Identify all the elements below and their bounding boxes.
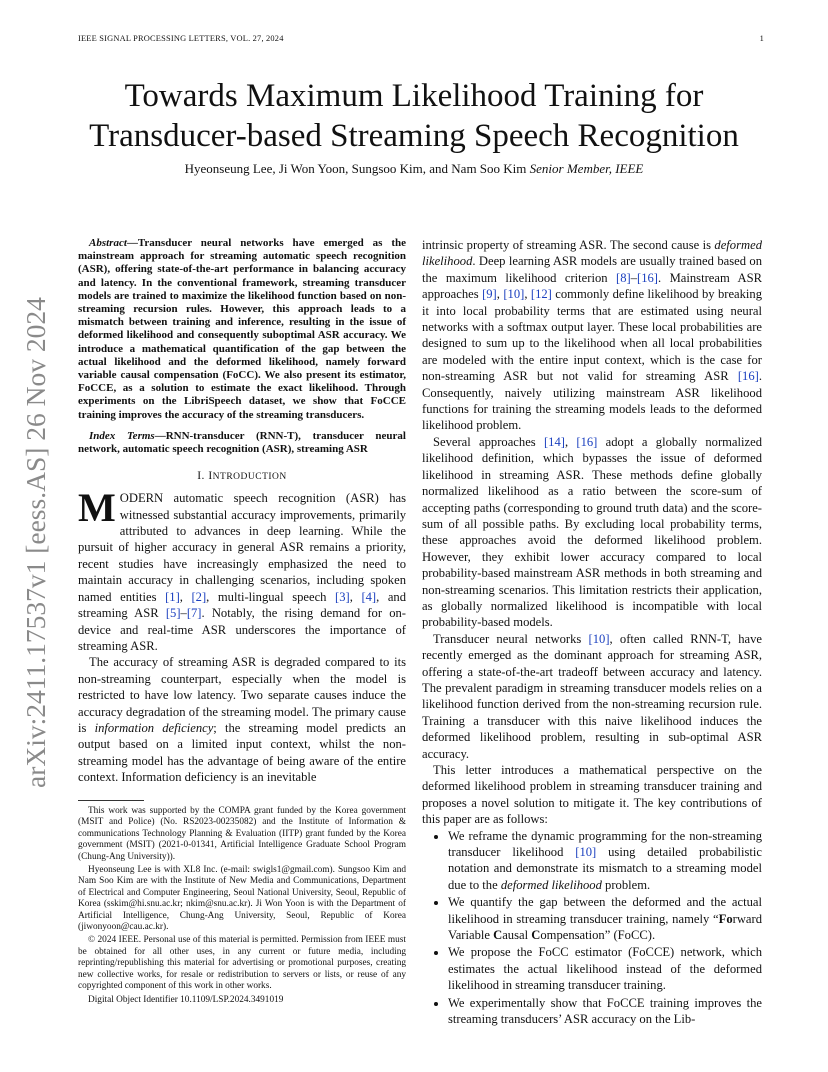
emphasis-deformed-likelihood: deformed likelihood: [422, 238, 762, 269]
index-terms: [78, 430, 406, 456]
emphasis-information-deficiency: information deficiency: [94, 720, 214, 735]
title-line-1: Towards Maximum Likelihood Training for: [124, 78, 704, 114]
citation-link[interactable]: [2]: [191, 589, 207, 604]
index-terms-text: —RNN-transducer (RNN-T), transducer neural network, automatic speech recognition (ASR), streaming ASR: [78, 429, 406, 456]
emphasis-deformed-likelihood: deformed likelihood: [500, 877, 602, 892]
index-terms-label: Index Terms: [89, 429, 155, 442]
author-names: Hyeonseung Lee, Ji Won Yoon, Sungsoo Kim, and Nam Soo Kim: [184, 161, 527, 176]
footnotes: [78, 806, 406, 1008]
range-dash: –: [630, 270, 637, 285]
footnote-copyright: © 2024 IEEE. Personal use of this material is permitted. Permission from IEEE must be obtained for all other uses, in any current or future media, including reprinting/republishing this material for advertising or promotional purposes, creating new collective works, for resale or redistribution to servers or lists, or reuse of any copyrighted component of this work in other works.: [78, 935, 406, 992]
right-p1-text-e: . Consequently, naively utilizing mainstream ASR likelihood functions for training the streaming models leads to the deformed likelihood problem.: [422, 369, 762, 433]
bold-letters: C: [493, 928, 503, 943]
intro-paragraph-2: [78, 654, 406, 785]
citation-link[interactable]: [5]: [165, 606, 181, 621]
abstract-text: —Transducer neural networks have emerged as the mainstream approach for streaming automatic speech recognition (ASR), offering state-of-the-art performance in balancing accuracy and latency. In the conventional framework, streaming transducer models are trained to maximize the likelihood function based on non-streaming recursion rules. However, this approach leads to a mismatch between training and inference, resulting in the issue of deformed likelihood and consequently suboptimal ASR accuracy. We introduce a mathematical quantification of the gap between the actual likelihood and the deformed likelihood, namely forward variable causal compensation (FoCC). We also present its estimator, FoCCE, as a solution to estimate the exact likelihood. Through experiments on the LibriSpeech dataset, we show that FoCCE training improves the accuracy of the streaming transducers.: [78, 237, 406, 421]
right-p3-text-b: , often called RNN-T, have recently emerged as the dominant approach for streaming ASR, offering a state-of-the-art tradeoff between accuracy and latency. The prevalent paradigm in streaming transducer models relies on a likelihood function derived from the non-streaming recursion rule. Training a transducer with this naive likelihood induces the deformed likelihood problem, resulting in sub-optimal ASR accuracy.: [422, 631, 762, 761]
author-list: [60, 161, 768, 177]
list-item: [448, 828, 762, 894]
journal-name: IEEE SIGNAL PROCESSING LETTERS, VOL. 27, 2024: [78, 34, 284, 43]
citation-link[interactable]: [16]: [576, 434, 598, 449]
right-paragraph-3: [422, 631, 762, 762]
running-head: [78, 34, 764, 43]
intro-lead-word: ODERN: [119, 491, 164, 506]
left-column: [78, 237, 406, 786]
right-p1-text-a: intrinsic property of streaming ASR. The second cause is: [422, 238, 715, 252]
intro-p1-text-d: . Notably, the rising demand for on-device and real-time ASR underscores the importance of streaming ASR.: [78, 606, 407, 653]
citation-link[interactable]: [7]: [186, 606, 202, 621]
list-item: • We experimentally show that FoCCE training improves the streaming transducers’ ASR accuracy on the Lib-: [448, 995, 762, 1028]
section-heading-introduction: [78, 470, 406, 482]
citation-link[interactable]: [4]: [361, 589, 377, 604]
contribution-2-text-b: rward Variable: [448, 911, 762, 943]
paper-title: [60, 76, 768, 156]
contribution-1-text-a: We reframe the dynamic programming for the non-streaming transducer likelihood: [448, 828, 762, 860]
footnote-funding: This work was supported by the COMPA grant funded by the Korea government (MSIT and Police) (No. RS2023-00235082) and the Institute of Information & communications Technology Planning & Evaluation (IITP) grant funded by the Korea government (MSIT) (2021-0-01341, Artificial Intelligence Graduate School Program (Chung-Ang University)).: [78, 806, 406, 862]
right-p1-text-b: . Deep learning ASR models are usually trained based on the maximum likelihood criterion: [422, 254, 762, 285]
separator: ,: [496, 287, 504, 302]
citation-link[interactable]: [1]: [165, 589, 180, 604]
right-p2-text-b: adopt a globally normalized likelihood definition, which bypasses the issue of deformed likelihood in streaming ASR. These methods define globally normalized likelihood as a ratio between the score-sum of accepting paths (corresponding to ground truth data) and the score-sum of all possible paths. By excluding local probability terms, these approaches avoid the deformed likelihood problem. However, they exhibit lower accuracy compared to local probability-based mainstream ASR methods in both streaming and non-streaming scenarios. This limitation restricts their application, as globally normalized likelihood is incompatible with local probability-based models.: [422, 434, 762, 630]
right-column: [422, 237, 762, 1029]
right-p3-text-a: Transducer neural networks: [433, 631, 589, 646]
list-item: • We propose the FoCC estimator (FoCCE) network, which estimates the actual likelihood instead of the deformed likelihood in streaming transducer training.: [448, 944, 762, 993]
contributions-list: [422, 828, 762, 1028]
citation-link[interactable]: [10]: [588, 631, 610, 646]
right-p2-text-a: Several approaches: [433, 434, 544, 449]
section-first-letter: I: [208, 470, 213, 483]
abstract-label: Abstract: [89, 237, 127, 249]
separator: ,: [564, 434, 577, 449]
author-membership: Senior Member, IEEE: [529, 161, 644, 176]
separator: ,: [524, 287, 531, 302]
title-line-2: Transducer-based Streaming Speech Recognition: [89, 118, 739, 154]
citation-link[interactable]: [10]: [503, 287, 525, 302]
page-number: 1: [759, 34, 764, 43]
range-dash: –: [180, 606, 187, 621]
contribution-2-text-c: ausal: [502, 928, 532, 943]
drop-cap: M: [78, 485, 116, 531]
right-paragraph-2: [422, 434, 762, 631]
bold-letters: Fo: [718, 911, 733, 926]
bold-letters: C: [531, 928, 541, 943]
citation-link[interactable]: [9]: [482, 287, 497, 302]
right-p1-text-d: commonly define likelihood by breaking it into local probability terms that are estimated using neural networks with a softmax output layer. These local probabilities are designed to sum up to the likelihood when all local probabilities are modeled with the entire input context, which is the case for non-streaming ASR but not valid for streaming ASR: [422, 287, 763, 384]
arxiv-identifier-stamp[interactable]: arXiv:2411.17537v1 [eess.AS] 26 Nov 2024: [20, 297, 51, 788]
contribution-2-text-d: ompensation” (FoCC).: [540, 928, 656, 943]
citation-link[interactable]: [16]: [737, 369, 759, 384]
right-p1-text-c: . Mainstream ASR approaches: [422, 270, 763, 302]
section-numeral: I.: [197, 470, 205, 483]
footnote-affiliations: Hyeonseung Lee is with XL8 Inc. (e-mail: swigls1@gmail.com). Sungsoo Kim and Nam Soo Kim are with the Institute of New Media and Communications, Department of Electrical and Computer Engineering, Seoul National University, Seoul, Republic of Korea (sskim@hi.snu.ac.kr; nkim@snu.ac.kr). Ji Won Yoon is with the Department of Artificial Intelligence, Chung-Ang University, Seoul, Republic of Korea (jiwonyoon@cau.ac.kr).: [78, 865, 406, 933]
citation-link[interactable]: [10]: [575, 845, 597, 860]
contribution-2-text-a: We quantify the gap between the deformed and the actual likelihood in streaming transducer training, namely “: [448, 895, 762, 926]
intro-p1-text-a: automatic speech recognition (ASR) has witnessed substantial accuracy improvements, primarily attributed to advances in deep learning. While the pursuit of higher accuracy in general ASR remains a priority, recent studies have increasingly emphasized the need to maintain accuracy in challenging scenarios, including spoken named entities: [78, 491, 406, 604]
separator: ,: [349, 589, 362, 604]
footnote-doi[interactable]: Digital Object Identifier 10.1109/LSP.2024.3491019: [88, 994, 284, 1005]
contribution-1-text-c: problem.: [601, 877, 651, 892]
intro-p2-text-a: The accuracy of streaming ASR is degraded compared to its non-streaming counterpart, especially when the model is restricted to have low latency. Two separate causes induce the accuracy degradation of the streaming model. The primary cause is: [78, 655, 406, 735]
intro-p2-text-b: ; the streaming model predicts an output based on a limited input context, whilst the non-streaming model has the advantage of being aware of the entire context. Information deficiency is an inevitable: [78, 720, 406, 785]
citation-link[interactable]: [3]: [335, 589, 350, 604]
intro-paragraph-1: [78, 485, 407, 654]
footnote-divider: [78, 800, 144, 801]
intro-p1-text-c: , and streaming ASR: [78, 589, 407, 621]
citation-link[interactable]: [14]: [543, 434, 565, 449]
contribution-1-text-b: using detailed probabilistic notation and demonstrate its mismatch to a streaming model due to the: [448, 845, 762, 892]
section-title-rest: NTRODUCTION: [212, 472, 287, 483]
separator: ,: [179, 589, 192, 604]
intro-p1-text-b: , multi-lingual speech: [206, 589, 336, 604]
list-item: [448, 894, 762, 943]
citation-link[interactable]: [8]: [616, 270, 631, 285]
right-paragraph-1: [422, 237, 762, 434]
citation-link[interactable]: [16]: [637, 270, 658, 285]
citation-link[interactable]: [12]: [530, 287, 552, 302]
right-paragraph-4: This letter introduces a mathematical perspective on the deformed likelihood problem in streaming transducer training and proposes a novel solution to mitigate it. The key contributions of this paper are as follows:: [422, 763, 762, 827]
abstract: [78, 237, 406, 422]
